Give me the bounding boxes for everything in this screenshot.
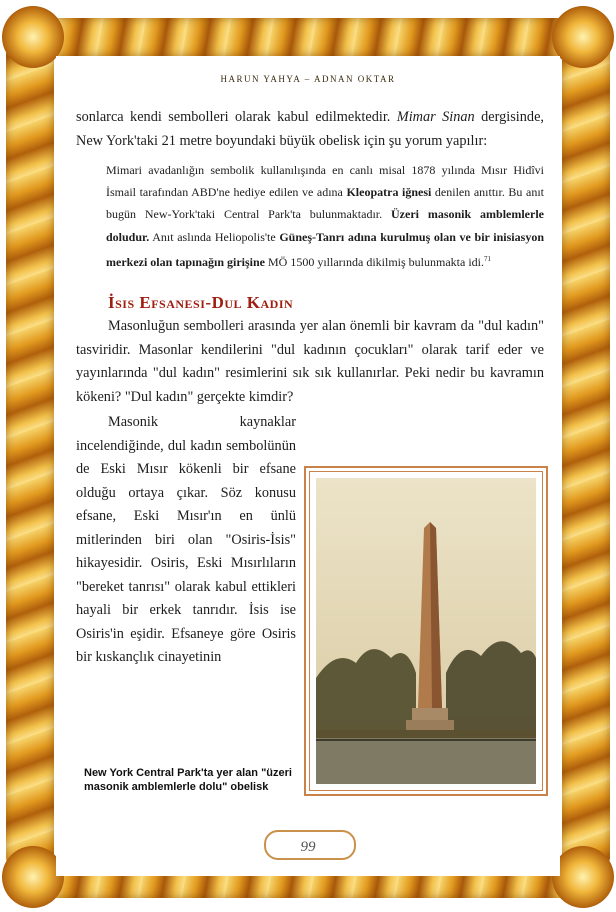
intro-paragraph [76, 106, 544, 153]
corner-ornament [552, 846, 614, 908]
ornament-border-right [562, 30, 610, 880]
quote-text: Anıt aslında Heliopolis'te [149, 229, 280, 244]
page [56, 56, 560, 876]
photo-caption: New York Central Park'ta yer alan "üzeri masonik amblemlerle dolu" obelisk [84, 767, 292, 793]
corner-ornament [552, 6, 614, 68]
quote-text: MÖ 1500 yıllarında dikilmiş bulunmakta idi. [265, 254, 484, 269]
page-number: 99 [300, 839, 316, 855]
quote-text: denilen anıttır. Bu anıt bugün New-York'taki Central Park'ta bulunmaktadır. [106, 185, 544, 222]
footnote-ref: 71 [483, 254, 491, 263]
block-quote [106, 159, 544, 273]
running-header: HARUN YAHYA – ADNAN OKTAR [220, 74, 396, 84]
corner-ornament [2, 6, 64, 68]
intro-text: sonlarca kendi sembolleri olarak kabul edilmektedir. [76, 109, 397, 125]
intro-rest: dergisinde, New York'taki 21 metre boyundaki büyük obelisk için şu yorum yapılır: [76, 109, 544, 149]
corner-ornament [2, 846, 64, 908]
paragraph-1 [76, 315, 544, 409]
paragraph-2: Masonik kaynaklar incelendiğinde, dul kadın sembolünün de Eski Mısır kökenli bir efsane olduğu ortaya çıkar. Söz konusu efsane, Eski Mısır'ın en ünlü mitlerinden biri olan "Osiris-İsis" hikayesidir. Osiris, Eski Mısırlıların "bereket tanrısı" olarak kabul ettikleri hayali bir erkek tanrıdır. İsis ise Osiris'in eşidir. Efsaneye göre Osiris bir kıskançlık cinayetinin [76, 414, 296, 666]
quote-bold: Üzeri masonik amblemlerle doludur. [106, 207, 544, 244]
quote-text: Mimari avadanlığın sembolik kullanılışında en canlı misal 1878 yılında Mısır Hidîvi İsmail tarafından ABD'ne hediye edilen ve adına [106, 163, 544, 200]
section-heading: İsis Efsanesi-Dul Kadın [108, 293, 294, 313]
quote-bold: Kleopatra iğnesi [346, 185, 432, 200]
intro-emphasis: Mimar Sinan [396, 109, 475, 125]
quote-bold: Güneş-Tanrı adına kurulmuş olan ve bir inisiasyon merkezi olan tapınağın girişine [106, 229, 544, 269]
obelisk-illustration [316, 478, 536, 784]
photo-frame [304, 466, 548, 796]
obelisk-photo [316, 478, 536, 784]
ornament-border-left [6, 30, 54, 880]
paragraph-1-text: Masonluğun sembolleri arasında yer alan önemli bir kavram da "dul kadın" tasviridir. Masonlar kendilerini "dul kadının çocukları" olarak tarif eder ve yayınlarında "dul kadın" resimlerini sık sık kullanırlar. Peki nedir bu kavramın kökeni? "Dul kadın" gerçekte kimdir? [76, 318, 544, 405]
ornament-border-top [18, 18, 598, 56]
